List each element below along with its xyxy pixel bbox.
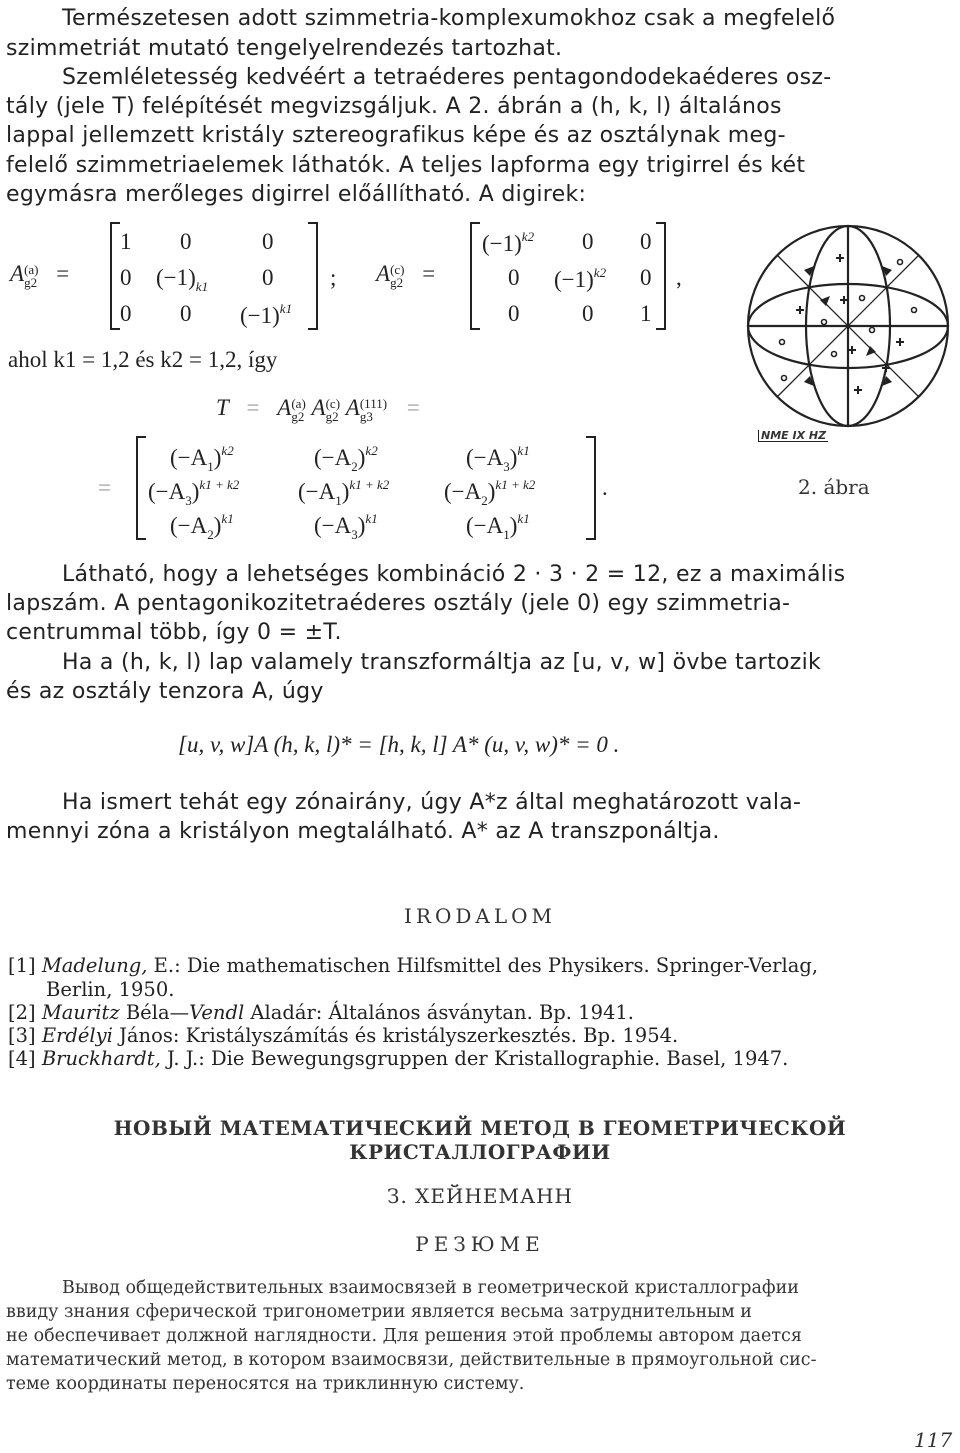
reference-item-continuation: Berlin, 1950.	[46, 978, 175, 1001]
matrix-c-cell: 0	[640, 229, 652, 254]
russian-abstract-line: Вывод общедействительных взаимосвязей в геометрической кристаллографии	[62, 1278, 799, 1298]
body-line-4: Ha a (h, k, l) lap valamely transzformáltja az [u, v, w] övbe tartozik	[62, 650, 822, 675]
t-matrix-cell: $(-A_3)^{k1}$	[314, 511, 378, 542]
t-equation-eq: =	[98, 475, 111, 500]
t-matrix-cell: $(-A_2)^{k1 + k2}$	[444, 477, 536, 508]
russian-title-line-2: КРИСТАЛЛОГРАФИИ	[349, 1140, 611, 1164]
matrix-separator: ;	[330, 265, 337, 290]
matrix-c-cell: 0	[508, 265, 520, 290]
t-matrix-cell: $(-A_2)^{k2}$	[314, 443, 378, 474]
russian-abstract-line: ввиду знания сферической тригонометрии является весьма затруднительным и	[6, 1302, 752, 1322]
t-matrix-left-bracket	[136, 436, 146, 540]
t-matrix-right-bracket	[586, 436, 596, 540]
matrix-c-label: A (c) g2 =	[376, 261, 436, 290]
reference-item: [2] Mauritz Béla—Vendl Aladár: Általános ásványtan. Bp. 1941.	[8, 1001, 635, 1024]
matrix-c-left-bracket	[470, 222, 480, 330]
matrix-c-cell: 1	[640, 301, 652, 326]
matrix-a-cell: 0	[262, 265, 274, 290]
reference-item: [3] Erdélyi János: Kristályszámítás és kristályszerkesztés. Bp. 1954.	[8, 1024, 679, 1047]
t-matrix-cell: $(-A_1)^{k1 + k2}$	[298, 477, 390, 508]
intro-line-4: tály (jele T) felépítését megvizsgáljuk. A 2. ábrán a (h, k, l) általános	[6, 94, 782, 119]
matrix-a-cell: $(-1)^{k1}$	[240, 301, 293, 328]
ahol-line: ahol k1 = 1,2 és k2 = 1,2, így	[8, 347, 278, 372]
t-matrix-cell: $(-A_2)^{k1}$	[170, 511, 234, 542]
body-line-3: centrummal több, így 0 = ±T.	[6, 620, 342, 645]
russian-abstract-line: математический метод, в котором взаимосвязи, действительные в прямоугольной сис-	[6, 1350, 817, 1370]
references-title: IRODALOM	[404, 904, 556, 928]
body-line-2: lapszám. A pentagonikozitetraéderes osztály (jele 0) egy szimmetria-	[6, 591, 791, 616]
body-line-1: Látható, hogy a lehetséges kombináció 2 · 3 · 2 = 12, ez a maximális	[62, 562, 846, 587]
t-matrix-cell: $(-A_3)^{k1}$	[466, 443, 530, 474]
matrix-a-label: A (a) g2 =	[10, 261, 70, 290]
body-line-5: és az osztály tenzora A, úgy	[6, 679, 324, 704]
russian-author: З. ХЕЙНЕМАНН	[386, 1184, 573, 1208]
matrix-comma: ,	[676, 265, 682, 290]
figure-stamp: NME IX HZ	[758, 430, 828, 442]
reference-item: [1] Madelung, E.: Die mathematischen Hilfsmittel des Physikers. Springer-Verlag,	[8, 954, 819, 977]
t-matrix-cell: $(-A_1)^{k1}$	[466, 511, 530, 542]
russian-title-line-1: НОВЫЙ МАТЕМАТИЧЕСКИЙ МЕТОД В ГЕОМЕТРИЧЕСКОЙ	[113, 1116, 847, 1140]
matrix-a-left-bracket	[110, 222, 120, 330]
matrix-a-cell: 1	[120, 229, 132, 254]
matrix-a-right-bracket	[308, 222, 318, 330]
reference-item: [4] Bruckhardt, J. J.: Die Bewegungsgruppen der Kristallographie. Basel, 1947.	[8, 1047, 789, 1070]
intro-line-2: szimmetriát mutató tengelyelrendezés tartozhat.	[6, 36, 563, 61]
t-matrix-cell: $(-A_1)^{k2}$	[170, 443, 234, 474]
matrix-a-cell: 0	[262, 229, 274, 254]
matrix-c-cell: 0	[640, 265, 652, 290]
intro-line-1: Természetesen adott szimmetria-komplexumokhoz csak a megfelelő	[62, 6, 836, 31]
matrix-c-cell: $(-1)^{k2}$	[482, 229, 535, 256]
matrix-a-cell: 0	[180, 301, 192, 326]
intro-line-3: Szemléletesség kedvéért a tetraéderes pentagondodekaéderes osz-	[62, 65, 832, 90]
russian-abstract-line: не обеспечивает должной наглядности. Для решения этой проблемы автором дается	[6, 1326, 802, 1346]
matrix-c-cell: $(-1)^{k2}$	[554, 265, 607, 292]
matrix-c-cell: 0	[582, 229, 594, 254]
russian-resume-heading: РЕЗЮМЕ	[415, 1232, 545, 1256]
t-equation-top: T = A (a) g2 A (c) g2 A (111) g3 =	[216, 395, 420, 424]
intro-line-5: lappal jellemzett kristály sztereografikus képe és az osztálynak meg-	[6, 123, 786, 148]
matrix-c-right-bracket	[656, 222, 666, 330]
russian-abstract-line: теме координаты переносятся на триклинную систему.	[6, 1374, 525, 1394]
intro-line-6: felelő szimmetriaelemek láthatók. A teljes lapforma egy trigirrel és két	[6, 153, 806, 178]
stereographic-projection-figure	[740, 218, 956, 434]
t-matrix-period: .	[602, 475, 608, 500]
matrix-a-cell: 0	[120, 301, 132, 326]
zone-equation: [u, v, w]A (h, k, l)* = [h, k, l] A* (u, v, w)* = 0 .	[178, 732, 620, 757]
t-matrix-cell: $(-A_3)^{k1 + k2}$	[148, 477, 240, 508]
page-number: 117	[914, 1428, 953, 1452]
matrix-c-cell: 0	[582, 301, 594, 326]
after-line-1: Ha ismert tehát egy zónairány, úgy A*z által meghatározott vala-	[62, 790, 802, 815]
matrix-c-cell: 0	[508, 301, 520, 326]
matrix-a-cell: $(-1)_{k1}$	[156, 265, 209, 294]
figure-caption: 2. ábra	[798, 475, 870, 499]
matrix-a-cell: 0	[120, 265, 132, 290]
intro-line-7: egymásra merőleges digirrel előállítható. A digirek:	[6, 182, 587, 207]
after-line-2: mennyi zóna a kristályon megtalálható. A* az A transzponáltja.	[6, 819, 720, 844]
matrix-a-cell: 0	[180, 229, 192, 254]
